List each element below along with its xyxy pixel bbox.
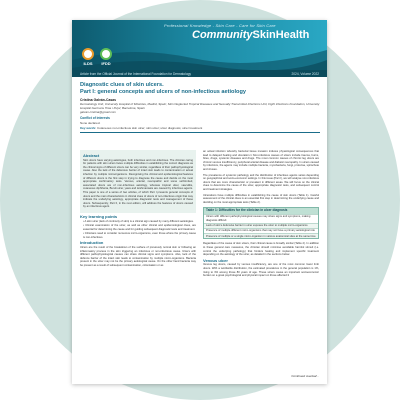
ilds-logo [82, 48, 94, 66]
journal-banner [72, 20, 327, 70]
venous-ulcer-heading: Venous ulcer [203, 257, 228, 263]
article-header [80, 82, 320, 133]
right-paragraph-3: Ulcerations have multiple difficulties in establishing the cause of skin ulcers (Table 1). Careful assessment of the clinical clues is an essential first step in determining the underlying cause and deciding on the most appropriate tests (Table 2). [203, 193, 319, 204]
keypoint-3-text: Clinicians need to consider numerous micro-organisms, even those where the primary cause is non-infectious. [83, 232, 196, 239]
right-paragraph-2: The prevalence of systemic pathology and the distribution of infectious agents varies depending on geographical and socio-economic settings. In this issue (Part I), we will analyse non-infectious ulcers that are more characteristic or prevalent in different areas. We will focus on the clinical clues to determine the cause of the ulcer, appropriate diagnostic tests, and subsequent control and treatment strategies. [203, 173, 319, 191]
coi-text: None declared. [80, 120, 101, 125]
right-paragraph-1: an actual infection whereby bacterial tissue invasion induces physiological consequences that lead to delayed healing and ulceration.1 Non-infectious causes of ulcers include trauma, burns, bites, drugs, systemic diseases and drugs. The most common causes of chronic leg ulcers are chronic venous insufficiency, peripheral arterial disease and diabetic neuropathy. In ulcers caused by infections, the agents may include multiple bacteria, mycobacteria, fungi, protozoa, spirochete and viruses. [203, 150, 319, 171]
article-title-line1: Diagnostic clues of skin ulcers. [80, 82, 164, 88]
journal-subbar [72, 70, 327, 77]
ifdd-logo [100, 48, 112, 66]
table-row: Presence of multiple different micro-organisms that may not have a primary aetiological role [204, 228, 318, 233]
right-paragraph-4: Regardless of the cause of skin ulcers, their clinical cause is broadly similar (Table 2). In addition to these general care measures, the clinician should minimise avoidable harmful stimuli (i.e. control the underlying pathology) that hinders healing and implement specific treatment depending on the aetiology of the ulcer, as detailed in the sections below. [203, 242, 319, 257]
continued-note: Continued overleaf... [291, 374, 319, 378]
keypoints-heading: Key learning points [80, 213, 118, 219]
keywords-label: Key words: [80, 125, 97, 130]
journal-title-italic: Community [192, 29, 253, 41]
ifdd-logo-icon [100, 48, 112, 60]
document-page [72, 20, 327, 384]
author-email: galvan.cristina@gmail.com [80, 110, 116, 115]
ifdd-logo-text: IFDD [101, 61, 111, 66]
authors: Cristina Galván-Casas [80, 98, 116, 102]
keypoint-1: • A skin ulcer (lack of continuity of skin) is a clinical sign caused by many different aetiologies. [83, 219, 194, 223]
intro-text: Ulcers are the result of the breakdown of the surface of previously normal skin or following an inflammatory process in the skin triggering an infectious or non-infectious cause. Ulcers with different pathophysiological causes can share clinical signs and symptoms. Also, lack of the defence barrier of the intact skin leads to contamination by multiple micro-organisms. Bacteria present in the ulcer may not be the primary aetiological cause. On the other hand bacteria may be present as a result of subsequent contamination, colonisation or as [80, 246, 196, 268]
journal-title [192, 29, 309, 41]
banner-tagline: Professional Knowledge - Skin Care - Care for Skin Care [164, 23, 276, 28]
keypoint-2-text: Clinical examination of the ulcer, as well as other clinical and epidemiological clues, are essential for determining the cause and for guiding subsequent diagnostic tests and treatment. [83, 224, 196, 231]
coi-heading: Conflict of interests [80, 115, 110, 120]
keywords-text: Cutaneous non-infectious skin ulcer; skin ulcer; ulcer diagnosis; ulcer treatment [97, 125, 203, 130]
abstract-text: Skin ulcers have varying aetiologies, both infectious and non-infectious. The clinician caring for patients with skin ulcers faces multiple difficulties in establishing the correct diagnosis as the clinical signs of different ulcers can be very similar, regardless of their pathophysiological cause. Also the lack of the defensive barrier of intact skin leads to contamination or actual infection by multiple microorganisms. Recognising the clinical and epidemiological features of different ulcers is the first step in trying to diagnose the cause and decide on the most appropriate confirmatory tests. Venous, arterial, neuropathic and some self-limited, associated ulcers are of non-infectious aetiology, whereas tropical ulcer, vasculitis, cutaneous diphtheria, Buruli ulcer, yaws and leishmaniasis are caused by infectious agents. This paper is one of a series of two articles, of which Part I presents general concepts of ulcers and the main characteristics in clinical clues of ulcers of non-infectious origin that may indicate the underlying aetiology, appropriate diagnostic tests and management of these ulcers. Subsequently, Part II, in the next edition, will address the features of ulcers caused by an infectious agent. [83, 158, 193, 209]
left-column [80, 150, 196, 270]
table-row: Lack of skin's defensive barrier in ulcer exposes the ulcer to multiple micro-organisms [204, 223, 318, 228]
affiliation: Dermatology Unit, University Hospital of Móstoles, Madrid, Spain; Skin Neglected Tropical Diseases and Sexually Transmitted Infections Unit, Fight Infections Foundation, University Hospital Germans Trias i Pujol, Barcelona, Spain [80, 102, 320, 110]
subbar-left-text: Article from the Official Journal of the International Foundation for Dermatology [80, 71, 192, 76]
logos [82, 48, 112, 66]
keypoint-2: • Clinical examination of the ulcer, as well as other clinical and epidemiological clues, are essential for determining the cause and for guiding subsequent diagnostic tests and treatment. [83, 224, 196, 231]
abstract-heading: Abstract [83, 153, 100, 158]
subbar-right-text: 2024, Volume 2022 [291, 71, 319, 76]
journal-title-bold: SkinHealth [252, 29, 310, 41]
table-1 [203, 207, 319, 239]
right-paragraph-5: Venous leg ulcers, caused by venous insufficiency, are one of the most common lower limb ulcers. With a worldwide distribution, the estimated prevalence in the general population is 1%, rising to 3% among those 80 years of age. These ulcers cause an important socioeconomic burden on a great psychological and physical impact on those affected.3 [203, 263, 319, 278]
keypoint-1-text: A skin ulcer (lack of continuity of skin) is a clinical sign caused by many different aetiologies. [84, 219, 194, 223]
table-1-title: Table 1: Difficulties for the clinician in ulcer diagnosis [204, 208, 318, 214]
article-title [80, 82, 320, 95]
ilds-logo-icon [82, 48, 94, 60]
article-title-line2: Part I: general concepts and ulcers of non-infectious aetiology [80, 88, 246, 95]
intro-heading: Introduction [80, 240, 104, 246]
right-column [203, 150, 319, 280]
table-row: Presence of multiple or a single micro-organism in various anatomical sites at the same time [204, 233, 318, 238]
table-row: Ulcers with different pathophysiological causes may share signs and symptoms, making diagnosis difficult [204, 214, 318, 223]
ilds-logo-text: ILDS [83, 61, 93, 66]
keywords [80, 126, 320, 133]
abstract-box [80, 150, 196, 213]
keypoint-3: • Clinicians need to consider numerous micro-organisms, even those where the primary cause is non-infectious. [83, 232, 196, 239]
